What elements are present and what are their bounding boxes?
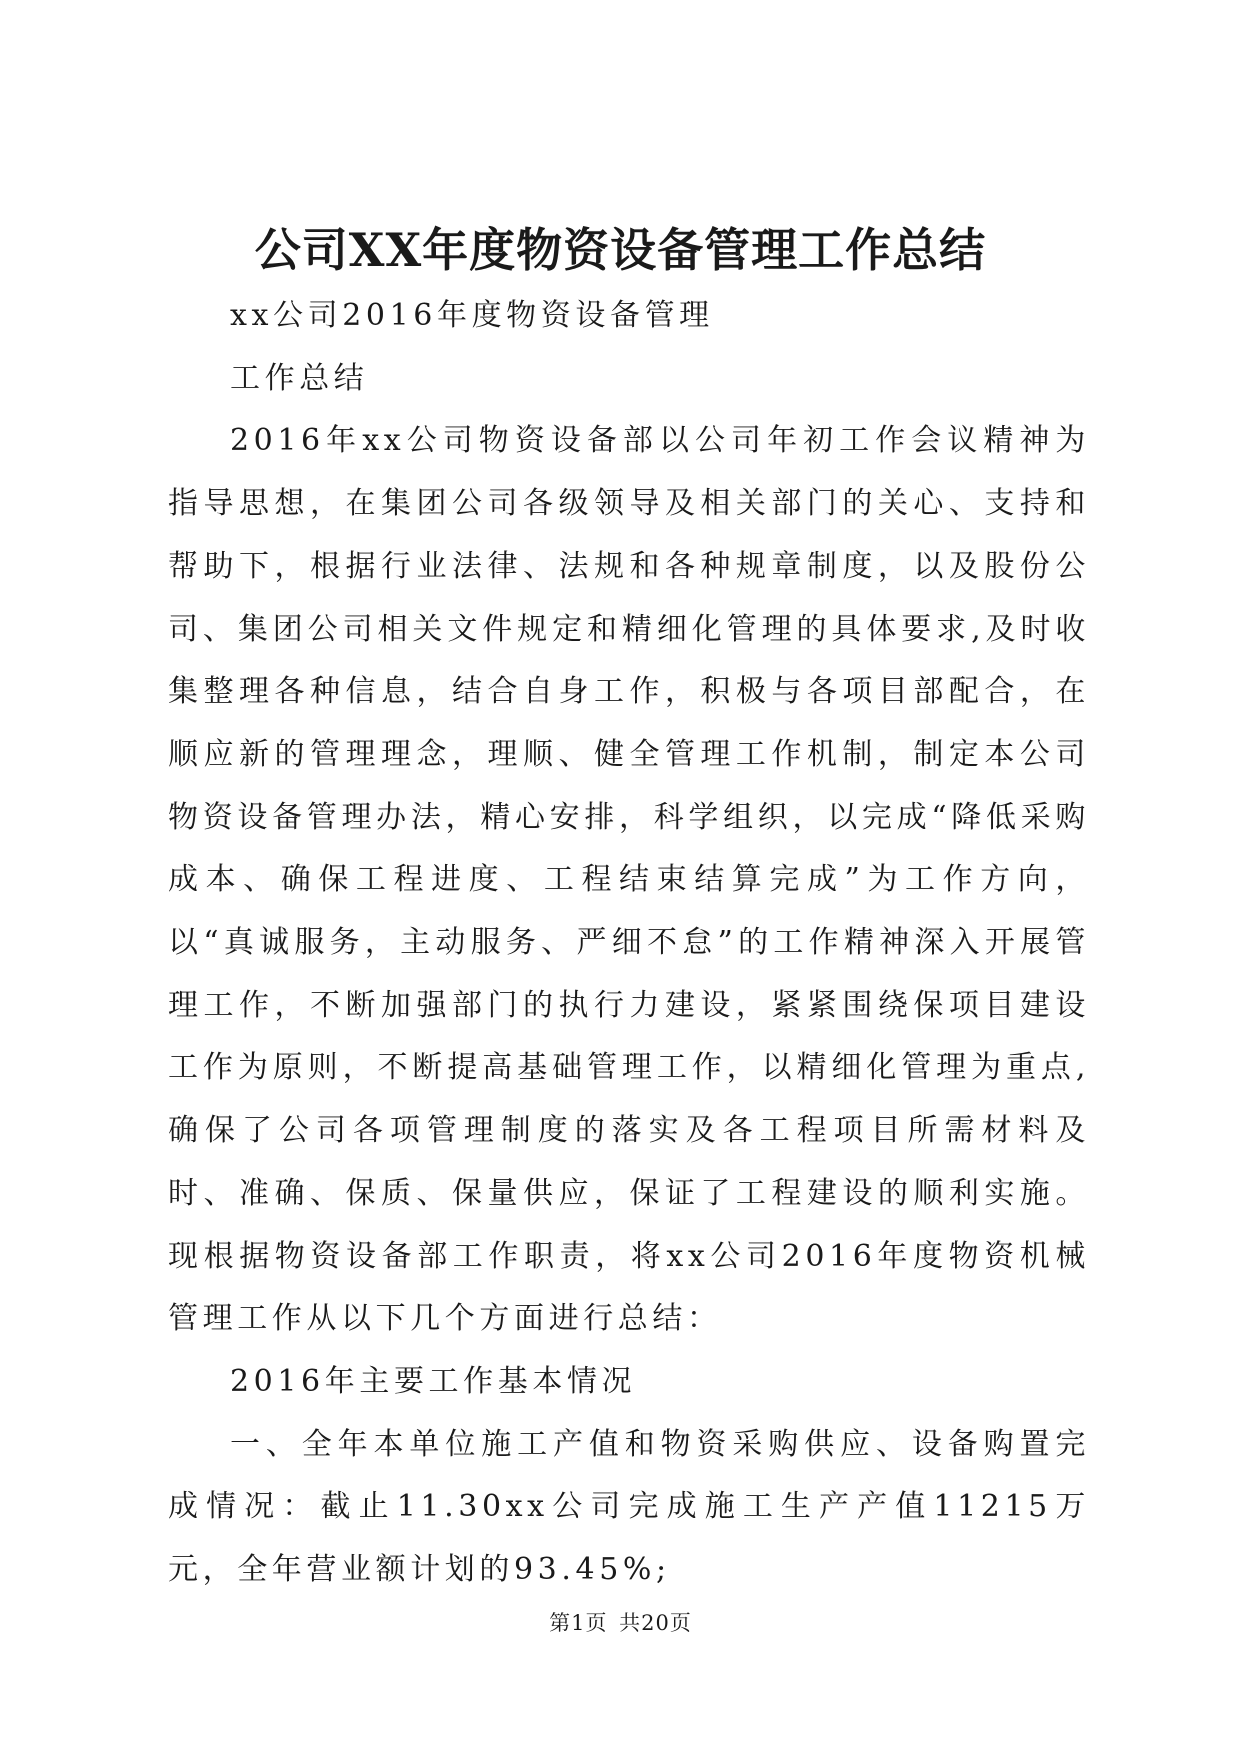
page-number: 第1页 bbox=[549, 1611, 608, 1635]
subtitle-line-1: xx公司2016年度物资设备管理 bbox=[230, 298, 714, 333]
page-total: 共20页 bbox=[619, 1611, 692, 1635]
section-one-paragraph: 一、全年本单位施工产值和物资采购供应、设备购置完成情况：截止11.30xx公司完成施工生产产值11215万元，全年营业额计划的93.45%; bbox=[168, 1426, 1090, 1588]
page-footer bbox=[0, 1608, 1241, 1638]
document-body bbox=[168, 285, 1090, 1602]
subtitle-line-2: 工作总结 bbox=[230, 360, 369, 396]
section-heading: 2016年主要工作基本情况 bbox=[230, 1363, 637, 1399]
intro-paragraph: 2016年xx公司物资设备部以公司年初工作会议精神为指导思想，在集团公司各级领导及相关部门的关心、支持和帮助下，根据行业法律、法规和各种规章制度，以及股份公司、集团公司相关文件规定和精细化管理的具体要求,及时收集整理各种信息，结合自身工作，积极与各项目部配合，在顺应新的管理理念，理顺、健全管理工作机制，制定本公司物资设备管理办法，精心安排，科学组织，以完成“降低采购成本、确保工程进度、工程结束结算完成”为工作方向，以“真诚服务，主动服务、严细不怠”的工作精神深入开展管理工作，不断加强部门的执行力建设，紧紧围绕保项目建设工作为原则，不断提高基础管理工作，以精细化管理为重点,确保了公司各项管理制度的落实及各工程项目所需材料及时、准确、保质、保量供应，保证了工程建设的顺利实施。现根据物资设备部工作职责，将xx公司2016年度物资机械管理工作从以下几个方面进行总结： bbox=[168, 423, 1090, 1337]
document-title: 公司XX年度物资设备管理工作总结 bbox=[254, 223, 987, 277]
